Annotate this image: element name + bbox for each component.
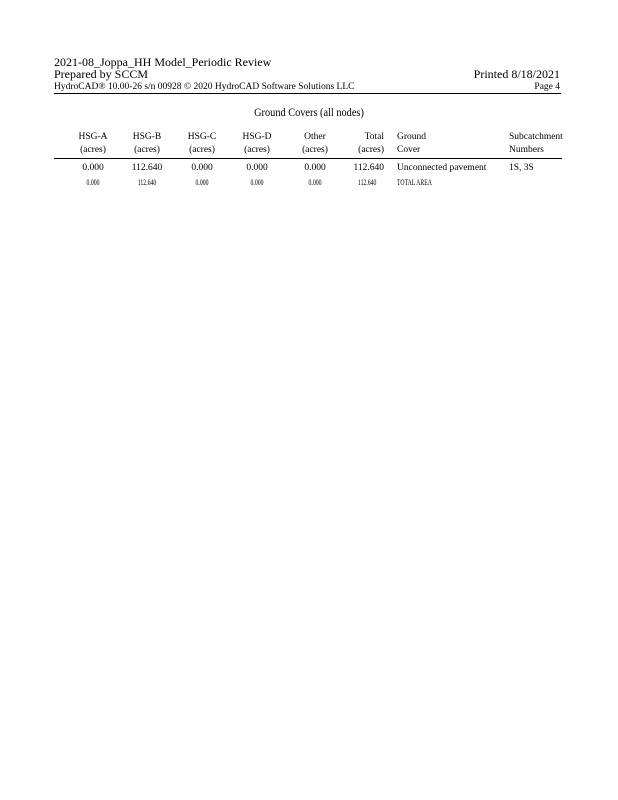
col-header-hsg-d: HSG-D bbox=[242, 132, 272, 142]
col-header-total: Total bbox=[364, 132, 384, 142]
total-hsg-d: 0.000 bbox=[250, 178, 264, 187]
total-hsg-b: 112.640 bbox=[137, 178, 157, 187]
col-header-hsg-a: HSG-A bbox=[78, 132, 108, 142]
cell-hsg-c: 0.000 bbox=[191, 163, 213, 173]
header-prepared-line bbox=[54, 67, 562, 81]
page-number: Page 4 bbox=[534, 82, 560, 92]
col-header-hsg-c: HSG-C bbox=[187, 132, 217, 142]
report-title: Ground Covers (all nodes) bbox=[254, 105, 364, 119]
col-unit-subcatchment: Numbers bbox=[509, 145, 544, 155]
cell-total: 112.640 bbox=[353, 163, 384, 173]
prepared-by: Prepared by SCCM bbox=[54, 67, 148, 81]
cell-subcatchments: 1S, 3S bbox=[509, 163, 534, 173]
col-unit-hsg-c: (acres) bbox=[189, 145, 215, 155]
cell-hsg-b: 112.640 bbox=[131, 163, 163, 173]
cell-hsg-a: 0.000 bbox=[82, 163, 104, 173]
header-divider bbox=[54, 93, 561, 94]
col-header-hsg-b: HSG-B bbox=[132, 132, 162, 142]
col-header-ground-cover: Ground bbox=[397, 132, 427, 142]
total-total: 112.640 bbox=[357, 178, 377, 187]
table-header-divider bbox=[54, 158, 562, 159]
col-unit-other: (acres) bbox=[302, 145, 328, 155]
total-hsg-c: 0.000 bbox=[195, 178, 209, 187]
col-header-other: Other bbox=[304, 132, 326, 142]
printed-date: Printed 8/18/2021 bbox=[473, 67, 560, 81]
total-area-label: TOTAL AREA bbox=[397, 178, 432, 187]
col-unit-hsg-d: (acres) bbox=[244, 145, 270, 155]
col-unit-total: (acres) bbox=[358, 145, 384, 155]
project-name: 2021-08_Joppa_HH Model_Periodic Review bbox=[54, 55, 272, 69]
cell-ground-cover: Unconnected pavement bbox=[397, 163, 487, 173]
col-header-subcatchment: Subcatchment bbox=[509, 132, 563, 142]
col-unit-hsg-a: (acres) bbox=[80, 145, 106, 155]
total-other: 0.000 bbox=[308, 178, 322, 187]
cell-other: 0.000 bbox=[304, 163, 326, 173]
cell-hsg-d: 0.000 bbox=[246, 163, 268, 173]
total-hsg-a: 0.000 bbox=[86, 178, 100, 187]
software-info: HydroCAD® 10.00-26 s/n 00928 © 2020 HydroCAD Software Solutions LLC bbox=[54, 82, 355, 92]
col-unit-ground-cover: Cover bbox=[397, 145, 421, 155]
header-software-line bbox=[54, 81, 562, 93]
col-unit-hsg-b: (acres) bbox=[134, 145, 160, 155]
